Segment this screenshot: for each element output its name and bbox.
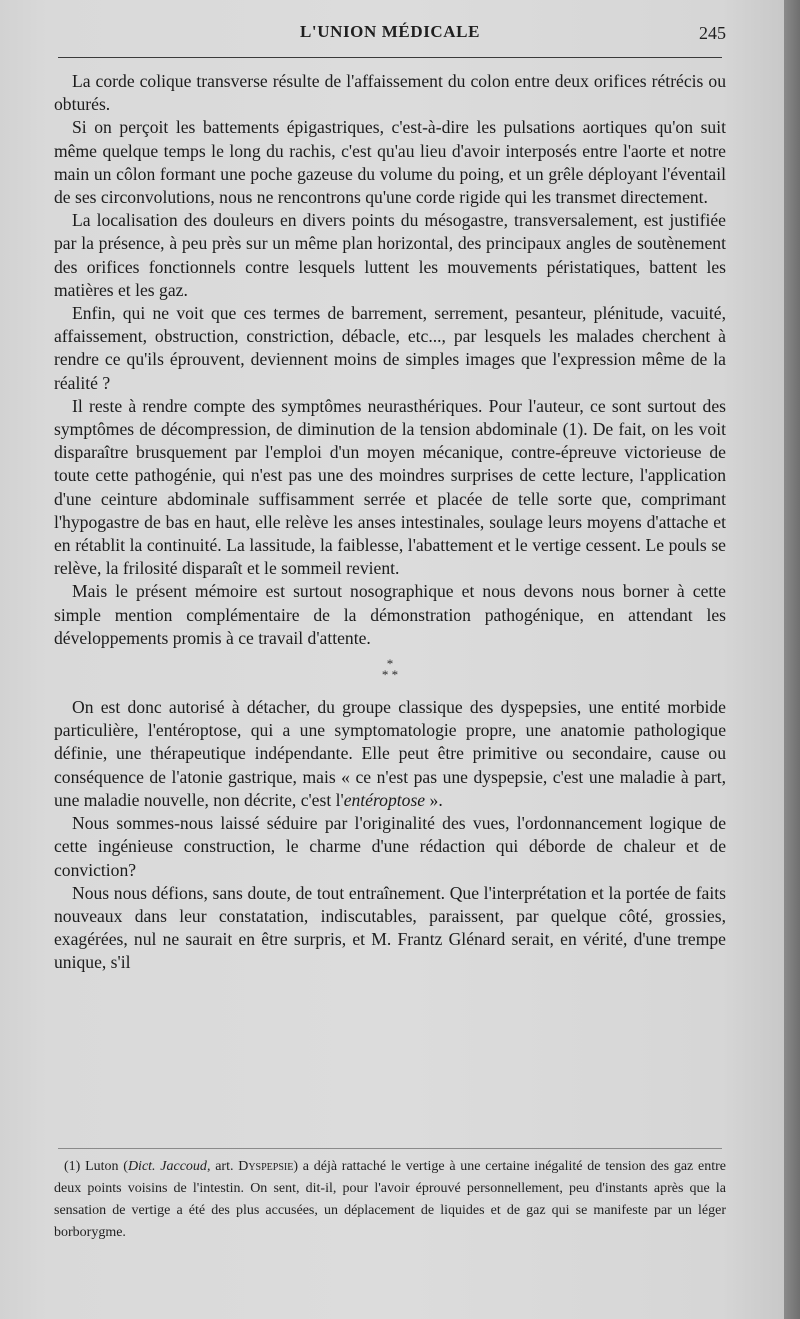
header-rule xyxy=(58,57,722,58)
footnote-text xyxy=(54,1156,726,1244)
footnote-part: ) a déjà rattaché le vertige à une certaine inégalité de tension des gaz entre deux points voisins de l'intestin. On sent, dit-il, pour l'avoir éprouvé personnellement, peu d'instants après que la sensation de vertige a été des plus accusées, un déplacement de liquides et de gaz qui se manifeste par un léger borborygme. xyxy=(54,1159,726,1240)
paragraph xyxy=(54,696,726,812)
emphasis-term: entéroptose xyxy=(343,789,426,810)
paragraph-text: On est donc autorisé à détacher, du groupe classique des dyspepsies, une entité morbide particulière, l'entéroptose, qui a une symptomatologie propre, une anatomie pathologique définie, une thérapeutique indépendante. Elle peut être primitive ou secondaire, cause ou conséquence de l'atonie gastrique, mais « ce n'est pas une dyspepsie, c'est une maladie à part, une maladie nouvelle, non décrite, c'est l' xyxy=(54,697,726,810)
paragraph: Mais le présent mémoire est surtout nosographique et nous devons nous borner à cette simple mention complémentaire de la démonstration pathogénique, en attendant les développements promis à ce travail d'attente. xyxy=(54,581,726,648)
footnote-marker: (1) xyxy=(64,1159,81,1174)
paragraph-text: ». xyxy=(425,789,443,810)
paragraph: Enfin, qui ne voit que ces termes de barrement, serrement, pesanteur, plénitude, vacuité, affaissement, obstruction, constriction, débacle, etc..., par lesquels les malades cherchent à rendre ce qu'ils éprouvent, deviennent moins de simples images que l'expression même de la réalité ? xyxy=(54,303,726,393)
paragraph: Il reste à rendre compte des symptômes neurasthériques. Pour l'auteur, ce sont surtout des symptômes de décompression, de diminution de la tension abdominale (1). De fait, on les voit disparaître brusquement par l'emploi d'un moyen mécanique, contre-épreuve victorieuse de toute cette pathogénie, qui n'est pas une des moindres surprises de cette lecture, l'application d'une ceinture abdominale suffisamment serrée et placée de telle sorte que, comprimant l'hypogastre de bas en haut, elle relève les anses intestinales, soulage leurs moyens d'attache et en rétablit la continuité. La lassitude, la faiblesse, l'abattement et le vertige cessent. Le pouls se relève, la frilosité disparaît et le sommeil revient. xyxy=(54,395,726,579)
footnote-part: Luton ( xyxy=(80,1159,128,1174)
footnote-part: , art. xyxy=(206,1159,239,1174)
footnote xyxy=(54,1156,726,1244)
section-break-asterism xyxy=(54,656,726,683)
page-number: 245 xyxy=(699,23,726,43)
footnote-reference: Dict. Jaccoud xyxy=(127,1159,207,1174)
body-text xyxy=(54,70,726,975)
running-head: L'UNION MÉDICALE xyxy=(299,22,481,41)
paragraph: Si on perçoit les battements épigastriques, c'est-à-dire les pulsations aortiques qu'on suit même quelque temps le long du rachis, c'est qu'au lieu d'avoir interposés entre l'aorte et notre main un côlon formant une poche gazeuse du volume du poing, et un grêle déployant l'éventail de ses circonvolutions, nous ne rencontrons qu'une corde rigide qui les transmet directement. xyxy=(54,117,726,208)
paragraph: La localisation des douleurs en divers points du mésogastre, transversalement, est justifiée par la présence, à peu près sur un même plan horizontal, des principaux angles de soutènement des orifices fonctionnels contre lesquels luttent les mouvements péristatiques, battent les matières et les gaz. xyxy=(54,210,726,300)
paragraph: Nous sommes-nous laissé séduire par l'originalité des vues, l'ordonnancement logique de cette ingénieuse construction, le charme d'une rédaction qui déborde de chaleur et de conviction? xyxy=(54,813,726,880)
footnote-rule xyxy=(58,1148,722,1149)
paragraph: La corde colique transverse résulte de l'affaissement du colon entre deux orifices rétrécis ou obturés. xyxy=(54,71,726,115)
footnote-article: Dyspepsie xyxy=(238,1159,294,1174)
page-edge-shadow xyxy=(784,0,800,1319)
asterism-top: * xyxy=(386,656,394,672)
page-header xyxy=(52,22,728,46)
asterism-bottom: * * xyxy=(381,667,399,683)
paragraph: Nous nous défions, sans doute, de tout entraînement. Que l'interprétation et la portée de faits nouveaux dans leur constatation, indiscutables, paraissent, par quelque côté, grossies, exagérées, nul ne saurait en être surpris, et M. Frantz Glénard serait, en vérité, d'une trempe unique, s'il xyxy=(54,882,726,973)
